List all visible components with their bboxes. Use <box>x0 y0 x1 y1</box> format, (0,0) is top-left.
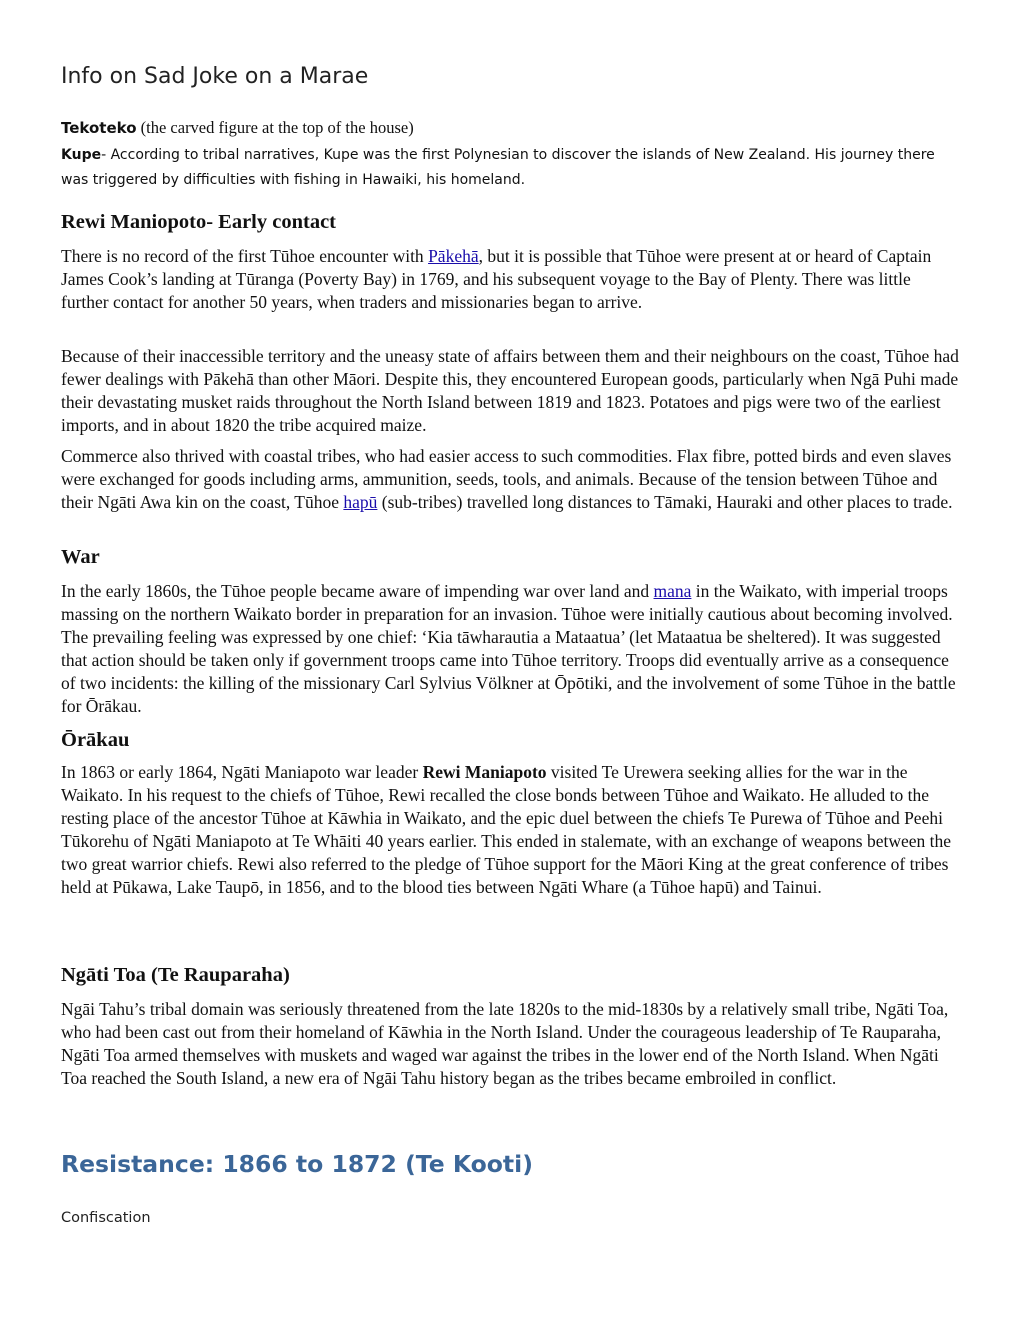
rewi-p1-text-end: , but it is possible that Tūhoe were present at or heard of Captain James Cook’s landing at Tūranga (Poverty Bay) in 1769, and his subsequent voyage to the Bay of Plenty. There was little further contact for another 50 years, when traders and missionaries began to arrive. <box>61 246 932 312</box>
rewi-p3-text-end: (sub-tribes) travelled long distances to Tāmaki, Hauraki and other places to trade. <box>377 492 953 512</box>
war-paragraph <box>61 580 961 718</box>
confiscation-label: Confiscation <box>61 1210 151 1226</box>
hapu-link[interactable]: hapū <box>343 492 378 512</box>
heading-resistance: Resistance: 1866 to 1872 (Te Kooti) <box>61 1150 533 1178</box>
orakau-text-end: visited Te Urewera seeking allies for the war in the Waikato. In his request to the chiefs of Tūhoe, Rewi recalled the close bonds between Tūhoe and Waikato. He alluded to the resting place of the ancestor Tūhoe at Kāwhia in Waikato, and the epic duel between the chiefs Te Purewa of Tūhoe and Peehi Tūkorehu of Ngāti Maniapoto at Te Whāiti 40 years earlier. This ended in stalemate, with an exchange of weapons between the two great warrior chiefs. Rewi also referred to the pledge of Tūhoe support for the Māori King at the great conference of tribes held at Pūkawa, Lake Taupō, in 1856, and to the blood ties between Ngāti Whare (a Tūhoe hapū) and Tainui. <box>61 762 952 897</box>
ngati-toa-paragraph: Ngāi Tahu’s tribal domain was seriously threatened from the late 1820s to the mid-1830s by a relatively small tribe, Ngāti Toa, who had been cast out from their homeland of Kāwhia in the North Island. Under the courageous leadership of Te Rauparaha, Ngāti Toa armed themselves with muskets and waged war against the tribes in the lower end of the North Island. When Ngāti Toa reached the South Island, a new era of Ngāi Tahu history began as the tribes became embroiled in conflict. <box>61 999 949 1088</box>
heading-ngati-toa: Ngāti Toa (Te Rauparaha) <box>61 964 290 986</box>
rewi-paragraph-3 <box>61 445 961 514</box>
tekoteko-line <box>61 118 414 138</box>
kupe-paragraph <box>61 143 961 193</box>
orakau-paragraph <box>61 761 961 899</box>
heading-war: War <box>61 546 100 568</box>
mana-link[interactable]: mana <box>653 581 692 601</box>
war-text-start: In the early 1860s, the Tūhoe people became aware of impending war over land and <box>61 581 654 601</box>
page-title: Info on Sad Joke on a Marae <box>61 64 369 89</box>
orakau-bold-name: Rewi Maniapoto <box>422 762 547 782</box>
tekoteko-label: Tekoteko <box>61 119 137 137</box>
war-text-end: in the Waikato, with imperial troops massing on the northern Waikato border in preparation for an invasion. Tūhoe were initially cautious about becoming involved. The prevailing feeling was expressed by one chief: ‘Kia tāwharautia a Mataatua’ (let Mataatua be sheltered). It was suggested that action should be taken only if government troops came into Tūhoe territory. Troops did eventually arrive as a consequence of two incidents: the killing of the missionary Carl Sylvius Völkner at Ōpōtiki, and the involvement of some Tūhoe in the battle for Ōrākau. <box>61 581 956 716</box>
rewi-paragraph-2: Because of their inaccessible territory and the uneasy state of affairs between them and their neighbours on the coast, Tūhoe had fewer dealings with Pākehā than other Māori. Despite this, they encountered European goods, particularly when Ngā Puhi made their devastating musket raids throughout the North Island between 1819 and 1823. Potatoes and pigs were two of the earliest imports, and in about 1820 the tribe acquired maize. <box>61 346 959 435</box>
heading-rewi-early-contact: Rewi Maniopoto- Early contact <box>61 211 336 233</box>
kupe-text: - According to tribal narratives, Kupe was the first Polynesian to discover the islands of New Zealand. His journey there was triggered by difficulties with fishing in Hawaiki, his homeland. <box>61 147 935 188</box>
heading-orakau: Ōrākau <box>61 729 130 751</box>
rewi-p1-text-start: There is no record of the first Tūhoe encounter with <box>61 246 429 266</box>
pakeha-link[interactable]: Pākehā <box>428 246 479 266</box>
kupe-label: Kupe <box>61 147 102 163</box>
tekoteko-text: (the carved figure at the top of the house) <box>136 118 414 137</box>
rewi-paragraph-1 <box>61 245 961 314</box>
rewi-p3-text-start: Commerce also thrived with coastal tribes, who had easier access to such commodities. Flax fibre, potted birds and even slaves were exchanged for goods including arms, ammunition, seeds, tools, and animals. Because of the tension between Tūhoe and their Ngāti Awa kin on the coast, Tūhoe <box>61 446 952 512</box>
orakau-text-start: In 1863 or early 1864, Ngāti Maniapoto war leader <box>61 762 423 782</box>
